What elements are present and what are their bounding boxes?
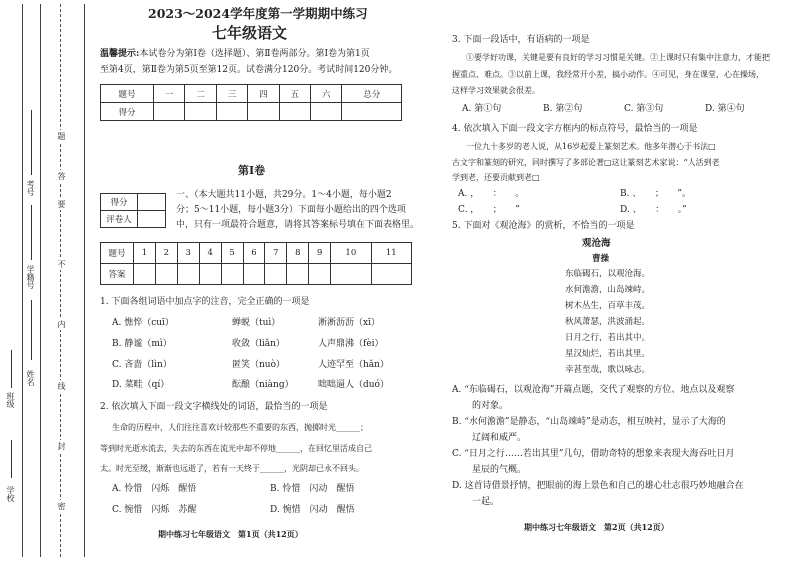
class-underline	[11, 350, 12, 388]
subject-title: 七年级语文	[212, 24, 288, 42]
poem-author: 曹操	[592, 254, 610, 264]
answer-header-cell: 10	[331, 243, 371, 264]
q4-option: C. ， ； ”	[458, 205, 520, 215]
q1-option: A. 憔悴（cuī）	[112, 318, 174, 328]
score-table-cell: 四	[248, 85, 279, 103]
answer-header-cell: 9	[309, 243, 331, 264]
q1-option: C. 吝啬（lìn）	[112, 360, 172, 370]
name-underline	[31, 300, 32, 360]
answer-cell[interactable]	[199, 264, 221, 285]
q2-word: A. 怜惜	[112, 484, 143, 494]
q4-stem: 4. 依次填入下面一段文字方框内的标点符号，最恰当的一项是	[452, 124, 698, 134]
score-entry-cell[interactable]	[342, 103, 402, 121]
score-table-cell: 得分	[101, 103, 154, 121]
seal-char: 线	[57, 382, 66, 390]
answer-header-cell: 8	[287, 243, 309, 264]
answer-header-cell: 3	[177, 243, 199, 264]
q5-option-cont: 星辰的气概。	[472, 465, 527, 475]
q2-stem: 2. 依次填入下面一段文字横线处的词语，最恰当的一项是	[100, 402, 328, 412]
page-footer-2: 期中练习七年级语文 第2页（共12页）	[524, 522, 669, 532]
q2-option-d	[270, 505, 355, 516]
q2-passage: 太。时光至缓，渐渐也远逝了，若有一天终于______，光阴却已永不回头。	[100, 464, 364, 473]
q3-option: B. 第②句	[543, 104, 583, 114]
exam-title: 2023～2024学年度第一学期期中练习	[148, 6, 368, 21]
q2-word: 闪动	[309, 505, 328, 515]
q2-passage: 生命的历程中，人们往往喜欢计较那些不重要的东西，抛掷时光______；	[112, 423, 368, 432]
q5-option-cont: 一起。	[472, 497, 500, 507]
answer-header-cell: 5	[221, 243, 243, 264]
answer-header-cell: 6	[243, 243, 265, 264]
answer-cell[interactable]	[134, 264, 156, 285]
score-entry-cell[interactable]	[216, 103, 247, 121]
seal-dashed-line	[60, 4, 61, 557]
answer-cell[interactable]	[265, 264, 287, 285]
q2-word: D. 惋惜	[270, 505, 301, 515]
notice-line-2: 至第4页，第Ⅱ卷为第5页至第12页。试卷满分120分。考试时间120分钟。	[100, 65, 398, 75]
q4-option: B. 、 ； ”。	[620, 189, 691, 199]
score-entry-cell[interactable]	[279, 103, 310, 121]
score-table-cell: 六	[311, 85, 342, 103]
seal-char: 封	[57, 442, 66, 450]
poem-line: 东临碣石，以观沧海。	[565, 269, 651, 279]
answer-header-cell: 4	[199, 243, 221, 264]
score-table-cell: 二	[185, 85, 216, 103]
page-footer-1: 期中练习七年级语文 第1页（共12页）	[158, 529, 303, 539]
q3-option: A. 第①句	[462, 104, 502, 114]
grader-table	[100, 193, 166, 228]
answer-cell[interactable]	[331, 264, 371, 285]
score-entry-cell[interactable]	[311, 103, 342, 121]
poem-line: 水何澹澹，山岛竦峙。	[565, 285, 651, 295]
poem-line: 幸甚至哉，歌以咏志。	[565, 365, 651, 375]
q5-option-cont: 的对象。	[472, 401, 509, 411]
q5-option: B. “水何澹澹”是静态，“山岛竦峙”是动态，相互映衬，显示了大海的	[452, 417, 726, 427]
q2-word: B. 怜惜	[270, 484, 301, 494]
answer-cell[interactable]	[309, 264, 331, 285]
exam-no-underline	[31, 110, 32, 175]
grader-cell: 得分	[101, 194, 138, 211]
answer-table	[100, 242, 412, 285]
section-title: 第Ⅰ卷	[238, 164, 266, 177]
q3-passage: ①要学好功课，关键是要有良好的学习习惯是关键。②上课时只有集中注意力，才能把	[466, 53, 770, 62]
exam-no-label: 考号	[26, 180, 35, 196]
q1-option: 匿笑（nuò）	[232, 360, 286, 370]
score-entry-cell[interactable]	[138, 194, 166, 211]
answer-cell[interactable]	[155, 264, 177, 285]
score-table-cell: 题号	[101, 85, 154, 103]
q1-option: 人迹罕至（hǎn）	[318, 360, 389, 370]
q2-word: C. 惋惜	[112, 505, 143, 515]
q1-option: 淅淅沥沥（xī）	[318, 318, 380, 328]
q2-word: 闪动	[309, 484, 328, 494]
poem-line: 树木丛生，百草丰茂。	[565, 301, 651, 311]
q4-passage: 古文字和篆刻的研究，同时撰写了多部论著□这让篆刻艺术家说：“人活到老	[452, 158, 720, 167]
q3-stem: 3. 下面一段话中，有语病的一项是	[452, 35, 590, 45]
q2-option-c	[112, 505, 196, 516]
seal-char: 密	[57, 502, 66, 510]
notice-label: 温馨提示:	[100, 49, 140, 59]
q3-passage: 这样学习效果就会很差。	[452, 86, 540, 95]
q1-stem: 1. 下面各组词语中加点字的注音，完全正确的一项是	[100, 297, 310, 307]
answer-header-cell: 1	[134, 243, 156, 264]
q5-option: C. “日月之行……若出其里”几句，借助奇特的想象来表现大海吞吐日月	[452, 449, 735, 459]
sidebar-border-line	[40, 4, 41, 557]
class-label: 班级	[6, 392, 15, 408]
q3-option: D. 第④句	[705, 104, 745, 114]
q4-passage: 一位九十多岁的老人说，从16岁起爱上篆刻艺术。他多年潜心于书法□	[466, 142, 716, 151]
notice-text-1: 本试卷分为第Ⅰ卷（选择题）、第Ⅱ卷两部分。第Ⅰ卷为第1页	[139, 49, 370, 59]
poem-line: 秋风萧瑟，洪波涌起。	[565, 317, 651, 327]
answer-header-cell: 11	[371, 243, 411, 264]
seal-char: 答	[57, 172, 66, 180]
seal-char: 不	[57, 260, 66, 268]
answer-cell[interactable]	[287, 264, 309, 285]
q5-option: D. 这首诗借景抒情，把眼前的海上景色和自己的雄心壮志很巧妙地融合在	[452, 481, 744, 491]
q2-word: 闪烁	[151, 505, 170, 515]
q1-option: 收敛（liǎn）	[232, 339, 285, 349]
q5-option: A. “东临碣石，以观沧海”开篇点题，交代了观察的方位、地点以及观察	[452, 385, 735, 395]
answer-cell[interactable]	[177, 264, 199, 285]
answer-cell[interactable]	[243, 264, 265, 285]
q5-stem: 5. 下面对《观沧海》的赏析，不恰当的一项是	[452, 221, 635, 231]
score-entry-cell[interactable]	[154, 103, 185, 121]
q3-passage: 握重点、难点。③以前上课，我经常开小差，搞小动作。④可见，身在课堂，心在操场，	[452, 70, 764, 79]
q4-passage: 学到老，还要贡献到老□	[452, 173, 540, 182]
answer-header-cell: 2	[155, 243, 177, 264]
score-table	[100, 84, 402, 121]
student-no-label: 学籍号	[26, 265, 35, 289]
answer-header-cell: 7	[265, 243, 287, 264]
answer-label-cell: 答案	[101, 264, 134, 285]
name-label: 姓名	[26, 370, 35, 386]
notice-line-1	[100, 49, 370, 60]
q2-word: 醒悟	[336, 505, 355, 515]
q4-option: D. 、 ： 。”	[620, 205, 687, 215]
sidebar-border-line	[22, 4, 23, 557]
poem-line: 星汉灿烂，若出其里。	[565, 349, 651, 359]
score-table-cell: 一	[154, 85, 185, 103]
q2-option-a	[112, 484, 196, 495]
seal-char: 要	[57, 200, 66, 208]
poem-title: 观沧海	[582, 238, 611, 249]
q1-option: 蝉蜕（tuì）	[232, 318, 281, 328]
q2-word: 苏醒	[178, 505, 197, 515]
score-entry-cell[interactable]	[248, 103, 279, 121]
section-instructions-3: 中，只有一项最符合题意，请将其答案标号填在下面表格里。	[176, 220, 420, 230]
grader-entry-cell[interactable]	[138, 211, 166, 228]
q2-option-b	[270, 484, 354, 495]
q2-word: 醒悟	[336, 484, 355, 494]
q1-option: 咄咄逼人（duó）	[318, 380, 389, 390]
seal-char: 内	[57, 320, 66, 328]
section-instructions-1: 一、（本大题共11小题，共29分。1～4小题，每小题2	[176, 190, 392, 200]
q5-option-cont: 辽阔和威严。	[472, 433, 527, 443]
q2-word: 醒悟	[178, 484, 197, 494]
q3-option: C. 第③句	[624, 104, 664, 114]
binding-sidebar	[0, 0, 86, 561]
q2-word: 闪烁	[151, 484, 170, 494]
q1-option: 人声鼎沸（fèi）	[318, 339, 384, 349]
student-no-underline	[31, 205, 32, 260]
grader-cell: 评卷人	[101, 211, 138, 228]
q2-passage: 等到时光逝水流去，失去的东西在流光中却不停地______，在回忆里活成自己	[100, 444, 372, 453]
poem-line: 日月之行，若出其中。	[565, 333, 651, 343]
school-label: 学校	[6, 486, 15, 502]
q4-option: A. ， ： 。	[458, 189, 525, 199]
score-table-cell: 五	[279, 85, 310, 103]
sidebar-border-line	[84, 4, 85, 557]
q1-option: D. 菜畦（qí）	[112, 380, 170, 390]
answer-header-cell: 题号	[101, 243, 134, 264]
score-table-cell: 总分	[342, 85, 402, 103]
answer-cell[interactable]	[221, 264, 243, 285]
score-entry-cell[interactable]	[185, 103, 216, 121]
answer-cell[interactable]	[371, 264, 411, 285]
school-underline	[11, 440, 12, 478]
section-instructions-2: 分；5～11小题，每小题3分）下面每小题给出的四个选项	[176, 205, 406, 215]
q1-option: B. 静谧（mì）	[112, 339, 172, 349]
q1-option: 酝酿（niàng）	[232, 380, 294, 390]
score-table-cell: 三	[216, 85, 247, 103]
seal-char: 题	[57, 132, 66, 140]
